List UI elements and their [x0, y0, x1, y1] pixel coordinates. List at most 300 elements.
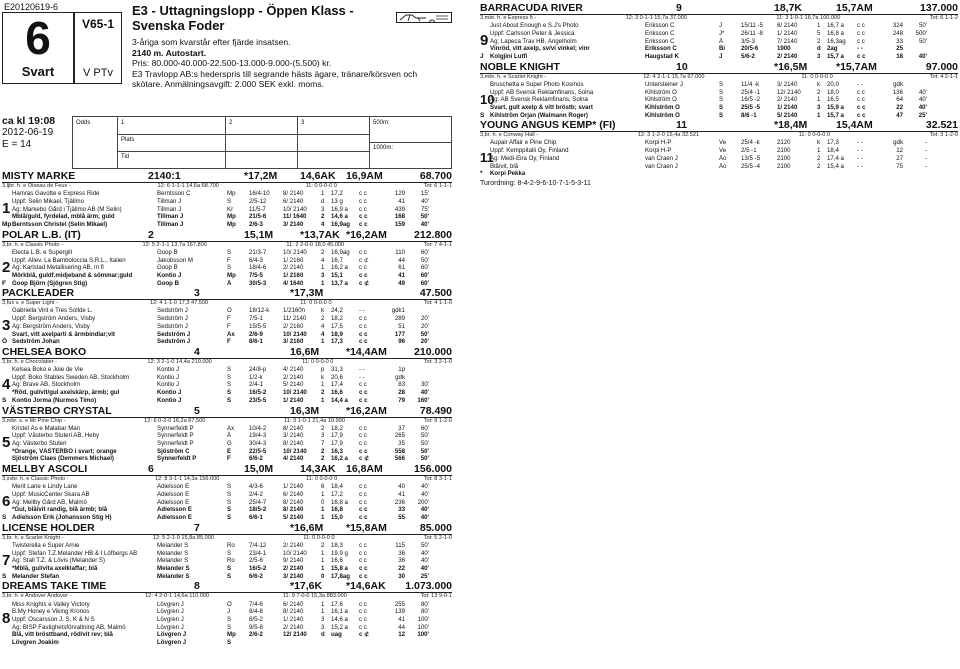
horse-summary-cell: 11: 3 1-0-1 16,7a 100.000: [776, 15, 841, 21]
start-line: [490, 38, 958, 46]
start-line-cell: 7/5-5: [249, 271, 263, 279]
start-line-cell: -: [924, 139, 927, 147]
start-line-cell: 33: [398, 506, 405, 514]
horse-odds: 11: [676, 119, 688, 132]
horse-summary-cell: 3,mbr. h. e Scarlet Knight -: [480, 73, 547, 80]
start-line-cell: 2/6-2: [249, 631, 263, 639]
horse-summary-cell: 3,svbr. h. e Classic Photo -: [2, 476, 69, 483]
start-line-cell: c c: [359, 264, 367, 272]
horse-name: YOUNG ANGUS KEMP* (FI): [480, 119, 616, 132]
start-line-cell: Eriksson C: [645, 29, 675, 37]
start-line: [490, 45, 958, 53]
start-line: [12, 506, 452, 514]
start-line-cell: Kihlström Ö: [645, 111, 680, 119]
start-line-cell: S: [227, 248, 232, 256]
start-line-cell: 15/11 -5: [741, 22, 763, 30]
start-line-cell: 1: [817, 22, 821, 30]
start-line-cell: c c: [359, 483, 367, 491]
start-line-cell: *Gul, blå/vit randig, blå ärmb; blå: [12, 506, 108, 514]
start-line-cell: c c: [857, 111, 866, 119]
start-line-cell: Sedström J: [157, 322, 188, 330]
start-line-cell: 16/5-2: [249, 565, 267, 572]
start-line: [12, 264, 452, 272]
start-line-cell: 20,0: [827, 80, 839, 88]
start-line-cell: Sedström J: [157, 315, 188, 323]
horse-earnings: 97.000: [925, 60, 958, 73]
start-line-cell: Melander S: [157, 541, 189, 549]
start-line-cell: 22: [398, 565, 405, 572]
start-line-cell: 18,2: [331, 424, 343, 432]
start-line-cell: 6/6-2: [249, 455, 263, 463]
start-line-cell: Goop B: [157, 279, 180, 287]
start-line-cell: 21/3-7: [249, 248, 267, 256]
horse-record-2: *16,2AM: [346, 404, 387, 417]
horse-record-1: 16,3M: [290, 404, 320, 417]
start-line-cell: 23/4-1: [249, 549, 267, 557]
start-line-cell: 19,9 g: [331, 549, 348, 557]
start-line-cell: 18/5-2: [249, 506, 267, 514]
horse-summary-cell: 12: 4 2-1-1 15,7a 97.000: [643, 73, 705, 80]
start-line: [12, 397, 452, 405]
start-line-cell: [249, 639, 283, 647]
start-line-cell: 168: [394, 213, 405, 221]
start-line: [490, 170, 958, 178]
start-line-cell: 129: [394, 190, 405, 198]
start-line-cell: Kihlström Örjan (Walmann Roger): [490, 111, 588, 119]
start-line-cell: c c: [359, 615, 367, 623]
start-line-cell: S: [719, 88, 724, 96]
start-line-cell: - -: [857, 154, 863, 162]
start-line-cell: 1: [321, 608, 325, 616]
start-line-cell: c c: [359, 623, 367, 631]
start-line-cell: 3/ 2140: [283, 220, 304, 228]
start-line-cell: 83: [398, 381, 405, 389]
horse-summary-cell: 12: 3 2-1-0 14,4a 210.000: [147, 358, 212, 365]
start-line: [12, 280, 452, 288]
horse-odds: 2140:1: [148, 170, 181, 182]
right-column: [480, 2, 958, 187]
start-line-cell: 12/ 2140: [777, 88, 801, 96]
horse-entry: [2, 522, 452, 581]
start-line-cell: 50': [420, 213, 429, 221]
start-line-cell: 18,2: [331, 315, 343, 323]
start-line-cell: 50': [919, 22, 927, 30]
start-line-cell: 30/4-3: [249, 440, 267, 448]
start-line-cell: 3: [817, 103, 821, 111]
start-line-cell: [359, 639, 383, 647]
start-line-cell: 41: [398, 197, 405, 205]
horse-header: [480, 2, 958, 15]
start-line-cell: [881, 170, 903, 178]
start-line-cell: Äg: Lapeca Trav HB, Ängelholm: [490, 37, 577, 45]
start-line-cell: 40': [919, 96, 927, 104]
start-line-cell: 40': [918, 52, 927, 60]
start-line-cell: - -: [359, 373, 365, 381]
start-line: [490, 53, 958, 61]
start-line-cell: 7/ 2140: [777, 37, 798, 45]
start-line-cell: 1/ 2140: [283, 615, 304, 623]
start-line: [490, 96, 958, 104]
start-line-cell: 6/6-2: [249, 572, 263, 580]
start-line: [12, 616, 452, 624]
start-line-cell: S: [227, 373, 232, 381]
start-line-cell: gdk1: [391, 307, 405, 315]
start-line-cell: 289: [394, 315, 405, 323]
start-line-cell: 14,6 a: [331, 615, 348, 623]
start-line-cell: 25/5 -4: [741, 162, 760, 170]
start-line-cell: -: [924, 162, 927, 170]
horse-summary-cell: Tot: 4 2-1-1: [929, 73, 958, 80]
start-line-cell: Synnerfeldt P: [157, 432, 194, 440]
horse-record-3: 16,8AM: [346, 463, 383, 476]
start-line-cell: F: [227, 256, 231, 264]
horse-summary-cell: 3,mbr. h. e Express It -: [480, 15, 537, 21]
start-line-cell: 1: [321, 279, 325, 287]
horse-record-1: *16,5M: [774, 60, 808, 73]
start-line-cell: 40': [918, 103, 927, 111]
start-line: [12, 483, 452, 491]
start-line-cell: 2: [321, 248, 325, 256]
start-line-cell: Lövgren Joakim: [12, 639, 59, 646]
start-line-cell: c c: [359, 498, 367, 506]
start-line-cell: S: [227, 197, 232, 205]
start-line-cell: Adielsson E: [157, 506, 192, 514]
start-line-cell: 2: [321, 447, 325, 455]
start-line-cell: 44: [398, 623, 405, 631]
horse-header: [480, 119, 958, 132]
start-line-cell: 18,0: [827, 88, 839, 96]
start-line-cell: - -: [359, 307, 365, 315]
start-line-cell: Blå/vit, blå: [490, 162, 519, 170]
start-line-cell: Kontio J: [157, 396, 182, 404]
start-line-cell: Mp: [227, 190, 236, 198]
grid-col-1: 1: [118, 117, 226, 168]
start-line-cell: 17,3: [331, 338, 343, 346]
start-line-cell: 12: [896, 147, 903, 155]
horse-odds: 8: [194, 580, 200, 593]
horse-summary-cell: 11: 2 2-0-0 18,0 45.000: [286, 241, 345, 248]
start-line-cell: 9/5-8: [249, 623, 263, 631]
start-line-cell: Ax: [227, 424, 235, 432]
start-line-cell: Sedström J: [157, 338, 191, 346]
horse-summary-cell: Tot: 6 1-1-2: [929, 15, 958, 21]
start-line-cell: 16,3: [331, 447, 343, 455]
start-line-cell: 2/6-9: [249, 330, 263, 338]
start-line-cell: 22: [896, 103, 903, 111]
start-line-cell: 15,4 a: [827, 162, 844, 170]
start-line-cell: 41: [398, 615, 405, 623]
start-line-cell: 17,2: [331, 491, 343, 498]
start-line-cell: 100': [417, 631, 429, 639]
start-line-cell: S: [227, 506, 232, 514]
start-line-cell: S: [719, 103, 724, 111]
start-line-cell: 2/4-2: [249, 491, 263, 498]
race-time: ca kl 19:08: [2, 115, 56, 127]
start-line-cell: 50': [420, 330, 429, 338]
start-line-cell: S: [227, 389, 232, 397]
results-grid: [72, 116, 452, 169]
start-line-cell: 17,8ag: [331, 572, 350, 580]
start-line-cell: [405, 374, 429, 382]
start-line-cell: Kihlström Ö: [645, 88, 677, 96]
start-line-cell: Uppf: Oscarsson J, S, K & N S: [12, 615, 95, 623]
start-line-cell: S: [227, 396, 232, 404]
start-line-cell: c c: [857, 37, 865, 45]
horse-summary-cell: 12: 4 1-1-0 17,3 47.500: [149, 300, 209, 307]
start-line-cell: 1: [817, 147, 821, 155]
start-line: [12, 307, 452, 315]
horse-record-3: *16,2AM: [346, 228, 387, 241]
start-line-cell: 64: [896, 96, 903, 104]
start-line-cell: Äg: AB Svensk Reklamfinans, Solna: [490, 96, 588, 104]
start-line-cell: 1: [321, 557, 325, 565]
start-line-cell: 40': [420, 389, 429, 397]
start-line-cell: 2/ 2140: [777, 96, 798, 104]
start-line-cell: 4: [321, 330, 325, 338]
start-line-cell: 15/5-5: [249, 322, 267, 330]
start-line-cell: 16/5-2: [249, 389, 267, 397]
start-line-cell: c c: [857, 22, 865, 30]
start-line-cell: Jakobsson M: [157, 256, 193, 264]
start-line: [12, 455, 452, 463]
start-line-cell: 3/ 2140: [777, 80, 798, 88]
post-position: 6: [2, 493, 11, 511]
horse-entry: [2, 170, 452, 229]
start-line-cell: S: [227, 572, 232, 580]
start-line-cell: 11/ 2140: [283, 315, 307, 323]
start-line: [12, 315, 452, 323]
start-line-cell: 2100: [777, 147, 791, 155]
start-line-cell: 160': [417, 396, 429, 404]
start-line-cell: 16,2 a: [331, 455, 348, 463]
start-line-cell: 100': [417, 623, 429, 631]
start-line-cell: 2: [817, 162, 821, 170]
track-marker: Ö: [2, 338, 8, 346]
start-line-cell: 1/ 2140: [283, 483, 304, 491]
horse-summary: [480, 132, 958, 139]
start-line-cell: 6/ 2140: [283, 197, 304, 205]
start-line-cell: Uppf: Allev. La Bamboloccia S.R.L., Italien: [12, 256, 126, 264]
start-line-cell: 5/ 2140: [283, 381, 304, 389]
horse-summary: [2, 183, 452, 190]
start-line-cell: Adielsson E: [157, 483, 190, 491]
start-line: [12, 338, 452, 346]
horse-record-1: *17,6K: [290, 580, 323, 593]
start-line-cell: 20/5-6: [741, 45, 759, 53]
start-line-cell: S: [227, 381, 232, 389]
start-line-cell: Mp: [227, 220, 236, 228]
start-line-cell: d: [321, 631, 325, 639]
start-line-cell: 30': [421, 381, 429, 389]
start-line-cell: Ö: [227, 600, 232, 608]
start-line-cell: 3/ 2140: [283, 432, 304, 440]
start-line: [12, 389, 452, 397]
start-line-cell: Eriksson C: [645, 45, 677, 53]
horse-summary-cell: 12: 6 0-2-0 16,2a 67.500: [144, 417, 206, 424]
start-line-cell: [903, 45, 927, 53]
post-position: 2: [2, 258, 11, 276]
start-line-cell: 2: [321, 315, 325, 323]
start-line-cell: 9/ 2140: [283, 557, 304, 565]
start-line-cell: Uppf: MusicCenter Skara AB: [12, 491, 90, 498]
horse-summary-cell: 12: 3 0-1-1 15,7a 37.000: [625, 15, 687, 21]
start-line-cell: 1: [321, 381, 325, 389]
start-line-cell: 1: [321, 491, 325, 498]
start-line-cell: c c: [857, 96, 865, 104]
start-line-cell: c c: [359, 572, 368, 580]
start-line-cell: 35: [398, 440, 405, 448]
start-line-cell: 40': [420, 220, 429, 228]
start-line-cell: Sedström Johan: [12, 338, 60, 346]
start-line-cell: Kristel Äs e Malabar Man: [12, 424, 81, 432]
horse-earnings: 1.073.000: [405, 580, 452, 593]
horse-entry: [2, 346, 452, 405]
start-line-cell: 60': [421, 424, 429, 432]
start-line-cell: c c: [359, 600, 367, 608]
start-line-cell: 11/ 1640: [283, 213, 307, 221]
start-line-cell: 40': [421, 549, 429, 557]
start-line-cell: Mp: [227, 213, 236, 221]
start-line-cell: S: [227, 565, 232, 572]
start-line-cell: 1/ 2160: [283, 256, 304, 264]
start-line-cell: Hamras Gavotte e Express Ride: [12, 190, 100, 198]
start-line-cell: c c: [359, 506, 368, 514]
start-line-cell: 7/4-6: [249, 600, 263, 608]
start-line: [12, 257, 452, 265]
horse-summary: [2, 593, 452, 600]
start-line-cell: Adielsson E: [157, 491, 190, 498]
start-line-cell: Synnerfeldt P: [157, 440, 194, 448]
start-line-cell: 4/3-6: [249, 483, 263, 491]
start-line-cell: 60': [421, 264, 429, 272]
start-line-cell: 19/4-3: [249, 432, 267, 440]
race-number: 6: [25, 12, 51, 64]
start-line-cell: Tillman J: [157, 220, 184, 228]
horse-name: DREAMS TAKE TIME: [2, 580, 107, 593]
start-line-cell: Lövgren J: [157, 600, 184, 608]
start-line-cell: 16,9 a: [331, 205, 348, 213]
start-line-cell: Uppf: Kemppitalli Oy, Finland: [490, 147, 569, 155]
horse-summary: [2, 242, 452, 249]
start-line-cell: 50': [421, 432, 429, 440]
start-line-cell: J*: [719, 29, 725, 37]
start-line-cell: 0: [321, 498, 325, 506]
horse-header: [2, 463, 452, 476]
horse-header: [2, 522, 452, 535]
start-line-cell: [741, 170, 777, 178]
start-line: [490, 30, 958, 38]
start-line-cell: c c: [359, 338, 368, 346]
start-line-cell: Äg: Medi-Eira Oy, Finland: [490, 154, 560, 162]
race-track-color: Svart: [21, 64, 55, 79]
start-line-cell: Sedström J: [157, 307, 188, 315]
horse-record-2: 15,7AM: [836, 2, 873, 14]
horse-summary-cell: 3,mbr. s. e Mr Pine Chip -: [2, 417, 66, 424]
start-line-cell: 11/5-7: [249, 205, 266, 213]
start-line-cell: c c: [857, 103, 866, 111]
start-line: [12, 631, 452, 639]
start-line-cell: 47: [896, 111, 903, 119]
track-marker: S: [2, 572, 7, 580]
horse-record-2: *15,7AM: [836, 60, 877, 73]
horse-odds: 4: [194, 345, 200, 358]
post-position: 9: [480, 31, 489, 49]
start-line-cell: c c: [359, 514, 368, 522]
start-line-cell: Bi: [719, 45, 726, 53]
start-line-cell: 1: [321, 396, 325, 404]
horse-name: NOBLE KNIGHT: [480, 60, 560, 73]
start-line-cell: 6/ 2140: [777, 22, 798, 30]
start-line-cell: 8/ 2140: [283, 440, 304, 448]
post-position: 5: [2, 434, 11, 452]
start-line-cell: [857, 170, 881, 178]
start-line-cell: Melander S: [157, 557, 189, 565]
start-line-cell: Korpi H-P: [645, 147, 672, 155]
start-line-cell: 324: [892, 22, 903, 30]
start-line-cell: 16,8: [331, 506, 343, 514]
start-line-cell: 1/2160n: [283, 307, 306, 315]
horse-summary-cell: 3,br. h. e Conway Hall -: [480, 132, 539, 139]
start-line-cell: S: [719, 96, 724, 104]
horse-record-2: *14,6AK: [346, 580, 386, 593]
horse-name: MISTY MARKE: [2, 170, 76, 182]
start-line-cell: 17,9: [331, 432, 343, 440]
horse-entry: [2, 580, 452, 646]
start-line-cell: 3: [321, 432, 325, 440]
horse-record-2: 14,3AK: [300, 463, 336, 476]
start-line-cell: 18/4-6: [249, 264, 267, 272]
race-number-box: [2, 12, 74, 84]
start-line-cell: 236: [394, 498, 405, 506]
start-line: [12, 608, 452, 616]
start-line-cell: 40': [919, 88, 927, 96]
horse-summary-cell: Tot: 4 1-1-0: [423, 300, 452, 307]
horse-summary: [2, 476, 452, 483]
start-line-cell: 7/5-1: [249, 315, 263, 323]
horse-summary-cell: 12: 4 2-0-1 14,6a 110.000: [145, 593, 210, 600]
start-line-cell: 20': [421, 315, 429, 323]
start-line-cell: 8/4-8: [249, 608, 263, 616]
start-line: [490, 139, 958, 147]
start-line-cell: c ⊄: [359, 631, 370, 639]
start-line-cell: 5/ 2140: [777, 111, 798, 119]
start-line-cell: 51: [398, 322, 405, 330]
start-line-cell: 2/ 2140: [283, 623, 304, 631]
start-line-cell: 6/4-3: [249, 256, 263, 264]
start-line-cell: Äg: Västerbo Stuteri: [12, 440, 67, 448]
start-line-cell: 139: [394, 608, 405, 616]
horse-odds: 3: [194, 287, 200, 300]
start-line-cell: 2: [321, 424, 325, 432]
start-line-cell: S: [227, 483, 232, 491]
horse-header: [2, 405, 452, 418]
horse-record-1: *18,4M: [774, 119, 808, 132]
start-order: Turordning: 8-4-2-9-6-10-7-1-5-3-11: [480, 179, 591, 187]
horse-header: [2, 346, 452, 359]
race-date: 2012-06-19: [2, 127, 54, 138]
start-line-cell: 265: [394, 432, 405, 440]
start-line-cell: 4: [321, 322, 325, 330]
start-line-cell: 2/ 2140: [283, 565, 304, 572]
horse-record-2: *14,4AM: [346, 345, 387, 358]
horse-summary-cell: 12: 3 1-2-0 15,4a 32.521: [637, 132, 700, 139]
start-line-cell: 17,5: [331, 322, 343, 330]
start-line-cell: 80': [421, 608, 429, 616]
horse-record-1: 15,1M: [244, 228, 274, 241]
start-line-cell: Eriksson C: [645, 22, 675, 30]
start-line-cell: 6/ 2140: [283, 600, 304, 608]
start-line: [12, 381, 452, 389]
